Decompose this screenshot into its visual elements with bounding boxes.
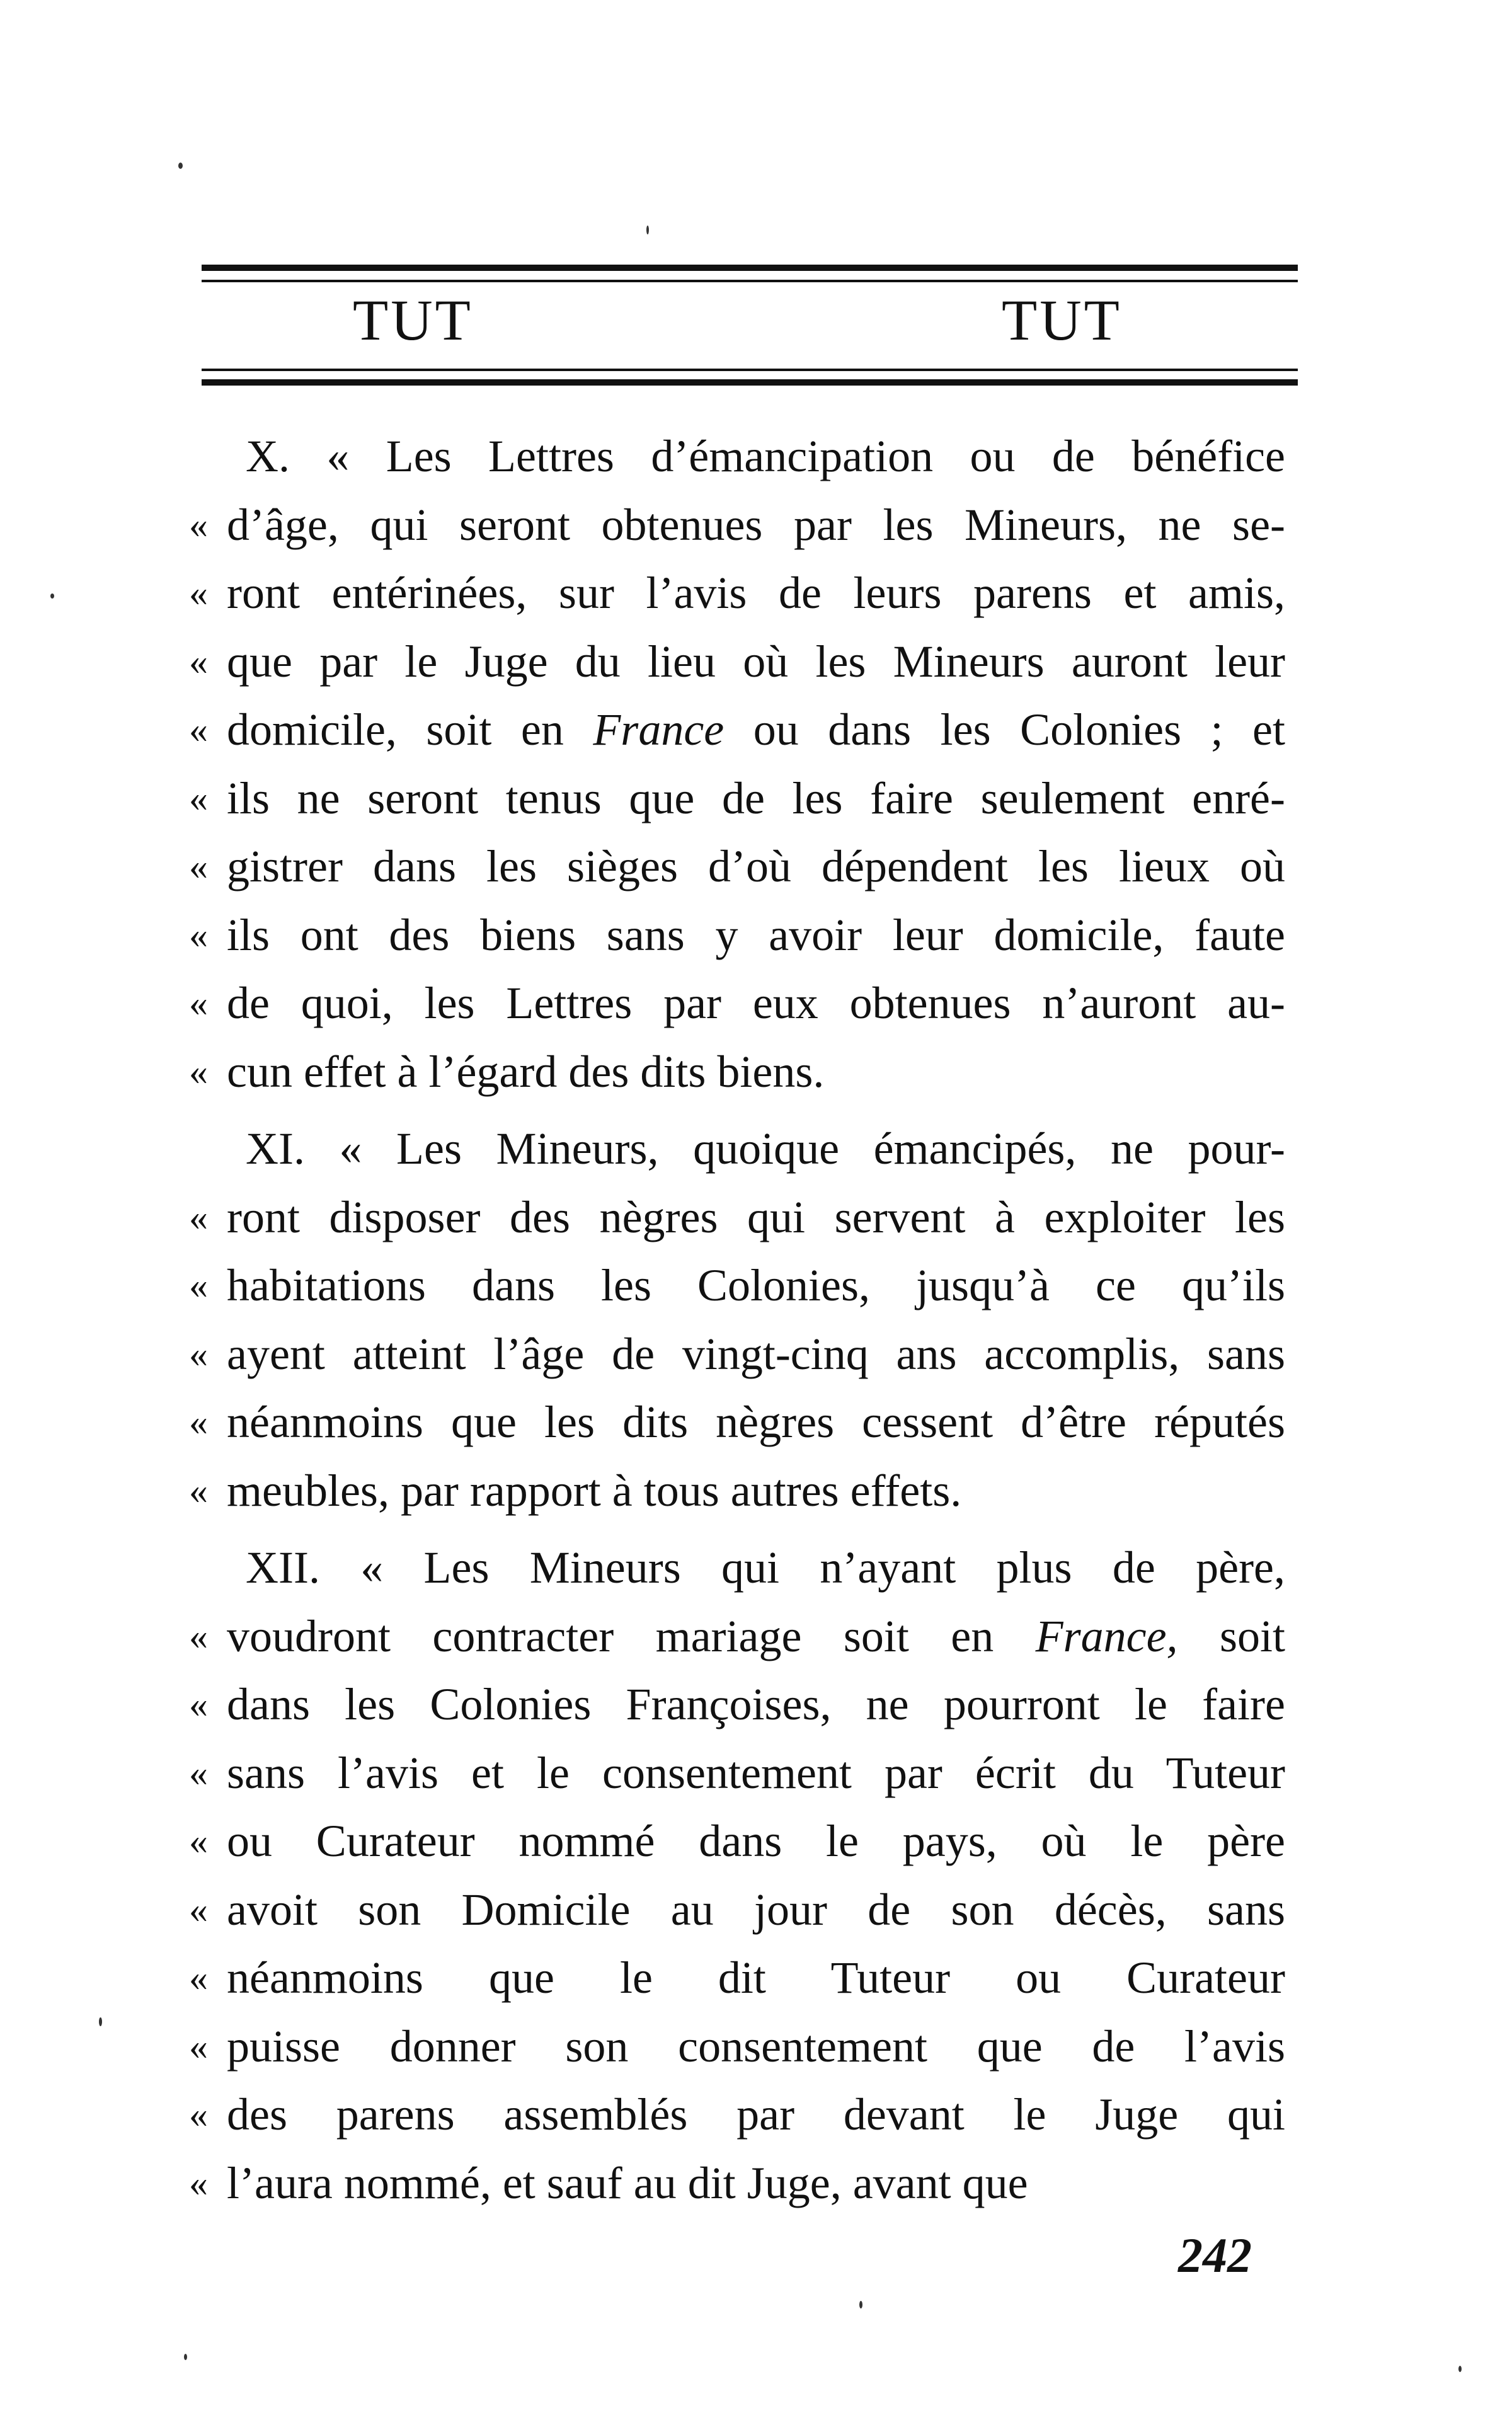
text-line <box>189 2012 1285 2081</box>
continuation-quote-mark: « <box>189 1888 208 1930</box>
line-text: gistrer dans les sièges d’où dépendent les lieux où <box>227 841 1285 891</box>
line-text: l’aura nommé, et sauf au dit Juge, avant que <box>227 2157 1028 2208</box>
continuation-quote-mark: « <box>189 640 208 682</box>
text-line <box>189 628 1285 696</box>
line-text: ils ne seront tenus que de les faire seulement enré- <box>227 772 1285 823</box>
continuation-quote-mark: « <box>189 1196 208 1238</box>
text-line <box>189 969 1285 1038</box>
italic-word: France <box>593 704 724 755</box>
text-line <box>189 1602 1285 1671</box>
continuation-quote-mark: « <box>189 1333 208 1375</box>
line-text: avoit son Domicile au jour de son décès, sans <box>227 1884 1285 1935</box>
continuation-quote-mark: « <box>189 1469 208 1511</box>
continuation-quote-mark: « <box>189 846 208 887</box>
text-line <box>227 422 1285 491</box>
body-text <box>189 422 1285 2217</box>
text-line <box>189 559 1285 628</box>
line-text: X. « Les Lettres d’émancipation ou de bénéfice <box>246 431 1285 481</box>
text-line <box>189 1183 1285 1252</box>
text-line <box>189 1944 1285 2012</box>
continuation-quote-mark: « <box>189 2025 208 2067</box>
line-text: des parens assemblés par devant le Juge qui <box>227 2089 1285 2140</box>
header-rule-bottom-thin <box>202 369 1298 371</box>
text-line <box>189 1388 1285 1457</box>
text-line <box>189 491 1285 559</box>
text-line <box>189 1038 1285 1106</box>
line-text: soit <box>1177 1610 1285 1661</box>
text-line <box>189 764 1285 833</box>
line-text: XII. « Les Mineurs qui n’ayant plus de père, <box>246 1542 1285 1593</box>
header-right: TUT <box>1002 288 1122 352</box>
line-text: cun effet à l’égard des dits biens. <box>227 1046 825 1097</box>
line-text: que par le Juge du lieu où les Mineurs auront leur <box>227 636 1285 687</box>
header-rule-top-thin <box>202 280 1298 282</box>
text-line <box>189 2080 1285 2149</box>
continuation-quote-mark: « <box>189 914 208 956</box>
print-speck <box>178 163 183 169</box>
line-text: néanmoins que les dits nègres cessent d’être réputés <box>227 1397 1285 1447</box>
line-text: puisse donner son consentement que de l’avis <box>227 2021 1285 2072</box>
text-line <box>189 1807 1285 1876</box>
print-speck <box>184 2354 187 2360</box>
running-header <box>202 287 1298 362</box>
text-line <box>189 901 1285 970</box>
line-text: ou Curateur nommé dans le pays, où le père <box>227 1816 1285 1866</box>
text-line <box>189 1457 1285 1525</box>
text-line <box>189 1876 1285 1944</box>
line-text: ront disposer des nègres qui servent à exploiter les <box>227 1191 1285 1242</box>
print-speck <box>1458 2366 1462 2372</box>
line-text: XI. « Les Mineurs, quoique émancipés, ne pour- <box>246 1123 1285 1174</box>
print-speck <box>859 2301 862 2308</box>
line-text: néanmoins que le dit Tuteur ou Curateur <box>227 1952 1285 2003</box>
page-number: 242 <box>1178 2228 1252 2283</box>
text-line <box>189 1670 1285 1739</box>
print-speck <box>50 593 54 599</box>
header-left: TUT <box>353 288 473 352</box>
header-rule-bottom-thick <box>202 379 1298 386</box>
continuation-quote-mark: « <box>189 777 208 819</box>
line-text: meubles, par rapport à tous autres effets. <box>227 1465 962 1516</box>
continuation-quote-mark: « <box>189 572 208 614</box>
paragraph-gap <box>227 1106 1285 1115</box>
text-line <box>189 2149 1285 2218</box>
text-line <box>189 1251 1285 1320</box>
line-text: ils ont des biens sans y avoir leur domicile, faute <box>227 909 1285 960</box>
text-line <box>189 832 1285 901</box>
text-line <box>189 696 1285 764</box>
line-text: dans les Colonies Françoises, ne pourront le faire <box>227 1679 1285 1729</box>
continuation-quote-mark: « <box>189 1264 208 1306</box>
line-text: domicile, soit en <box>227 704 593 755</box>
continuation-quote-mark: « <box>189 2162 208 2204</box>
continuation-quote-mark: « <box>189 1615 208 1657</box>
line-text: voudront contracter mariage soit en <box>227 1610 1036 1661</box>
continuation-quote-mark: « <box>189 709 208 750</box>
line-text: ou dans les Colonies ; et <box>724 704 1285 755</box>
continuation-quote-mark: « <box>189 2094 208 2135</box>
print-speck <box>646 226 649 234</box>
line-text: d’âge, qui seront obtenues par les Mineurs, ne se- <box>227 499 1285 550</box>
print-speck <box>99 2017 102 2026</box>
text-line <box>189 1739 1285 1808</box>
continuation-quote-mark: « <box>189 1957 208 1998</box>
line-text: sans l’avis et le consentement par écrit du Tuteur <box>227 1747 1285 1798</box>
continuation-quote-mark: « <box>189 1751 208 1794</box>
line-text: ayent atteint l’âge de vingt-cinq ans accomplis, sans <box>227 1328 1285 1379</box>
line-text: ront entérinées, sur l’avis de leurs parens et amis, <box>227 568 1285 618</box>
text-line <box>227 1534 1285 1602</box>
text-line <box>189 1320 1285 1389</box>
line-text: habitations dans les Colonies, jusqu’à ce qu’ils <box>227 1260 1285 1310</box>
continuation-quote-mark: « <box>189 1401 208 1443</box>
header-rule-top-thick <box>202 265 1298 271</box>
continuation-quote-mark: « <box>189 1050 208 1092</box>
continuation-quote-mark: « <box>189 503 208 546</box>
italic-word: France, <box>1035 1610 1178 1661</box>
continuation-quote-mark: « <box>189 1820 208 1862</box>
paragraph-gap <box>227 1525 1285 1534</box>
continuation-quote-mark: « <box>189 1683 208 1725</box>
continuation-quote-mark: « <box>189 982 208 1024</box>
line-text: de quoi, les Lettres par eux obtenues n’auront au- <box>227 978 1285 1028</box>
text-line <box>227 1115 1285 1183</box>
